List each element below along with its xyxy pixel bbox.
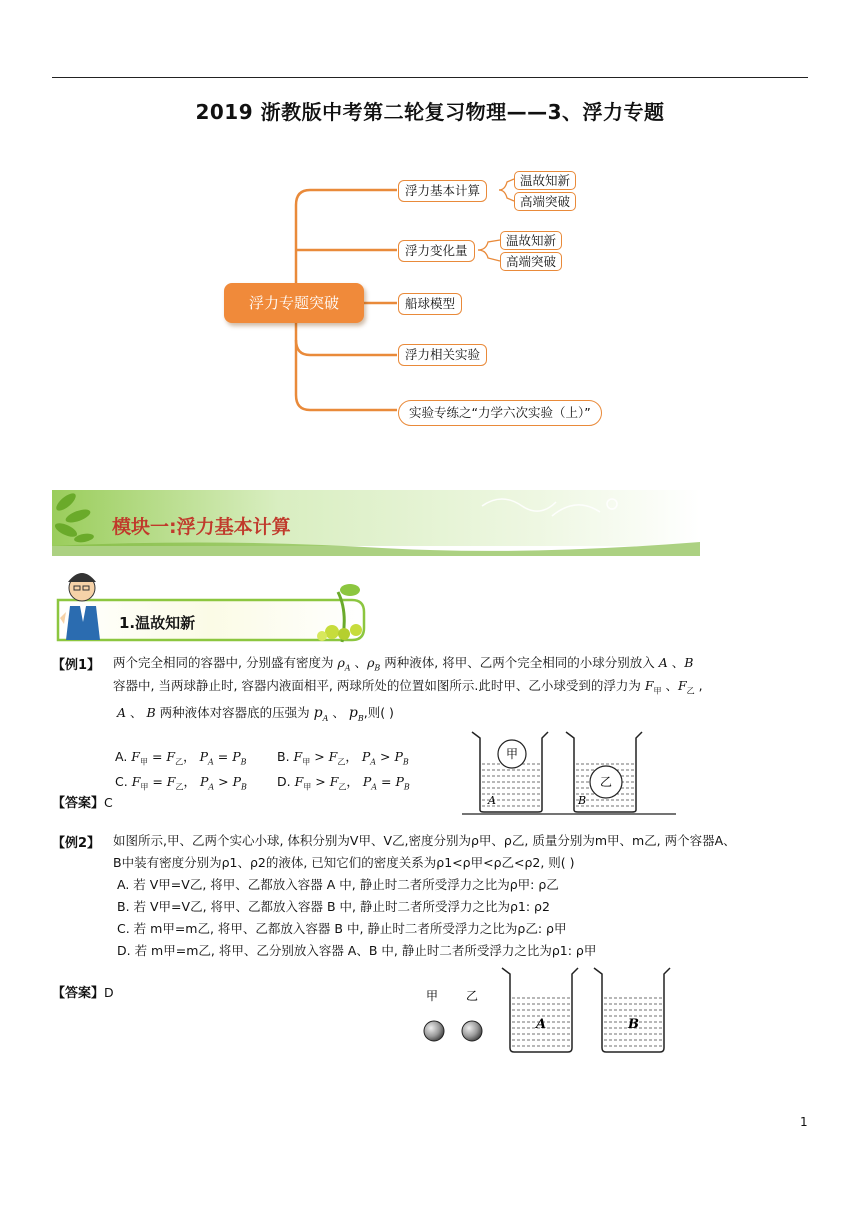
container-label: A bbox=[536, 1017, 547, 1032]
container-label: B bbox=[628, 1017, 639, 1032]
q1-text: 两种液体, 将甲、乙两个完全相同的小球分别放入 bbox=[384, 655, 655, 670]
q2-figure bbox=[418, 962, 673, 1058]
q1-text: 容器中, 当两球静止时, 容器内液面相平, 两球所处的位置如图所示.此时甲、乙小球受到的浮力为 bbox=[113, 678, 641, 693]
answer: 【答案】C bbox=[52, 795, 113, 811]
q1-text: 两个完全相同的容器中, 分别盛有密度为 bbox=[113, 655, 334, 670]
mind-map-connectors bbox=[0, 0, 860, 440]
ball-label: 乙 bbox=[599, 775, 613, 789]
liquid-label: A bbox=[488, 794, 496, 807]
mind-map-leaf: 温故知新 bbox=[500, 231, 562, 250]
option-a[interactable]: A. $F_甲 = F_乙$， $P_A = P_B$ bbox=[115, 749, 247, 767]
section-banner-graphic bbox=[52, 562, 382, 648]
option-d[interactable]: D. $F_甲 > F_乙$， $P_A = P_B$ bbox=[277, 774, 410, 792]
ball-label: 甲 bbox=[505, 747, 519, 761]
q1-text: ,则( ) bbox=[363, 705, 394, 720]
question-text: 如图所示,甲、乙两个实心小球, 体积分别为V甲、V乙,密度分别为ρ甲、ρ乙, 质量分别为m甲、m乙, 两个容器A、 bbox=[113, 833, 736, 848]
mind-map-leaf: 高端突破 bbox=[500, 252, 562, 271]
q1-text: 两种液体对容器底的压强为 bbox=[159, 705, 310, 720]
document-title: 2019 浙教版中考第二轮复习物理——3、浮力专题 bbox=[195, 100, 665, 124]
answer-value: D bbox=[104, 985, 114, 1000]
answer-value: C bbox=[104, 795, 113, 810]
option-c[interactable]: C. 若 m甲=m乙, 将甲、乙都放入容器 B 中, 静止时二者所受浮力之比为ρ乙: ρ甲 bbox=[117, 921, 567, 936]
question-text: B中装有密度分别为ρ1、ρ2的液体, 已知它们的密度关系为ρ1<ρ甲<ρ乙<ρ2, 则( ) bbox=[113, 855, 575, 870]
option-c[interactable]: C. $F_甲 = F_乙$， $P_A > P_B$ bbox=[115, 774, 247, 792]
question-text: 容器中, 当两球静止时, 容器内液面相平, 两球所处的位置如图所示.此时甲、乙小球受到的浮力为 $F_甲$ 、$F_乙$ , bbox=[113, 678, 703, 696]
mind-map-root: 浮力专题突破 bbox=[224, 283, 364, 323]
mind-map-branch: 浮力变化量 bbox=[398, 240, 475, 262]
mind-map-branch: 实验专练之“力学六次实验（上）” bbox=[398, 400, 602, 426]
question-text: A 、 B 两种液体对容器底的压强为 $p_A$ 、 $p_B$,则( ) bbox=[117, 705, 394, 723]
liquid-label: B bbox=[578, 794, 587, 807]
mind-map-leaf: 高端突破 bbox=[514, 192, 576, 211]
ball-label: 甲 bbox=[426, 989, 439, 1003]
page-number: 1 bbox=[800, 1115, 808, 1129]
mind-map-branch: 浮力相关实验 bbox=[398, 344, 487, 366]
option-b[interactable]: B. $F_甲 > F_乙$， $P_A > P_B$ bbox=[277, 749, 409, 767]
q1-figure bbox=[462, 726, 678, 818]
question-tag: 【例2】 bbox=[52, 836, 101, 851]
ball-label: 乙 bbox=[466, 989, 479, 1003]
option-d[interactable]: D. 若 m甲=m乙, 将甲、乙分别放入容器 A、B 中, 静止时二者所受浮力之比为ρ1: ρ甲 bbox=[117, 943, 597, 958]
module-title: 模块一:浮力基本计算 bbox=[112, 516, 291, 538]
mind-map-branch: 浮力基本计算 bbox=[398, 180, 487, 202]
mind-map-leaf: 温故知新 bbox=[514, 171, 576, 190]
question-tag: 【例1】 bbox=[52, 658, 101, 673]
option-a[interactable]: A. 若 V甲=V乙, 将甲、乙都放入容器 A 中, 静止时二者所受浮力之比为ρ甲: ρ乙 bbox=[117, 877, 559, 892]
option-b[interactable]: B. 若 V甲=V乙, 将甲、乙都放入容器 B 中, 静止时二者所受浮力之比为ρ1: ρ2 bbox=[117, 899, 550, 914]
question-text: 两个完全相同的容器中, 分别盛有密度为 $\rho_A$ 、$\rho_B$ 两种液体, 将甲、乙两个完全相同的小球分别放入 A 、B bbox=[113, 655, 694, 673]
ball-jia bbox=[424, 1021, 444, 1041]
answer: 【答案】D bbox=[52, 985, 114, 1001]
section-title: 1.温故知新 bbox=[119, 614, 196, 632]
mind-map-branch: 船球模型 bbox=[398, 293, 462, 315]
ball-yi bbox=[462, 1021, 482, 1041]
